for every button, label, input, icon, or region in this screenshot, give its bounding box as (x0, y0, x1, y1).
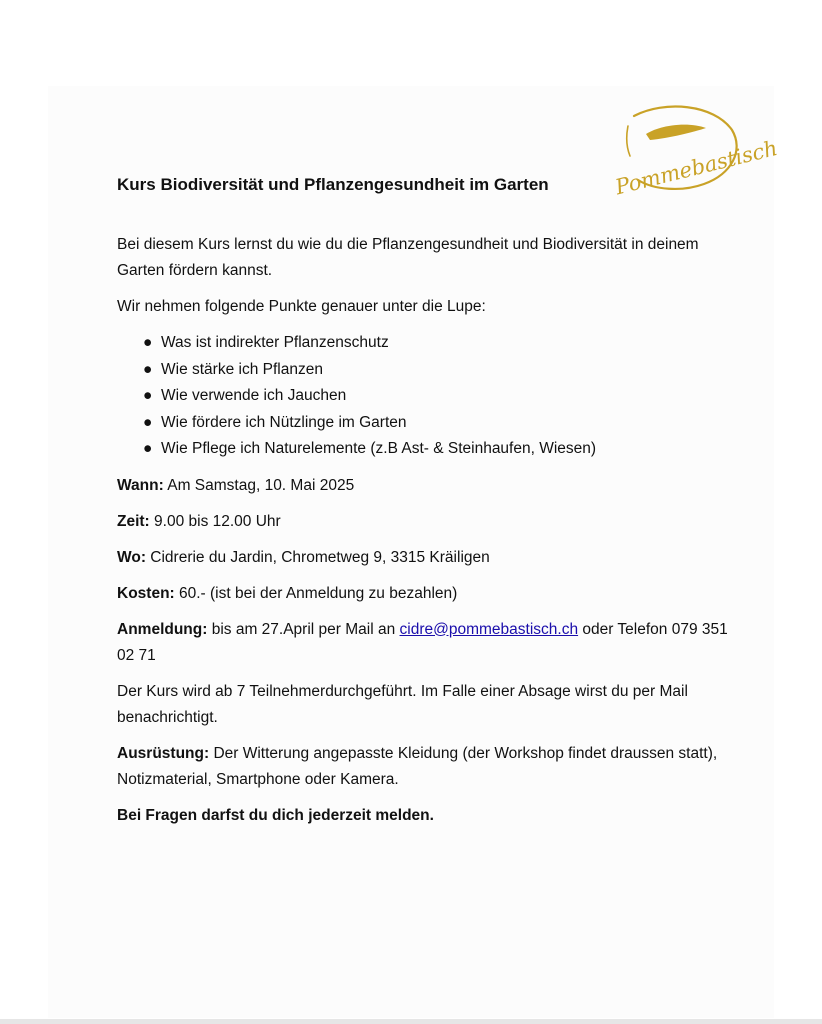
list-item-text: Wie fördere ich Nützlinge im Garten (161, 413, 407, 431)
logo-wordmark: Pommebastisch (612, 135, 780, 200)
list-item (143, 357, 737, 384)
bullet-icon: ● (143, 387, 153, 404)
registration-text: bis am 27.April per Mail an (207, 620, 400, 638)
location-value: Cidrerie du Jardin, Chrometweg 9, 3315 Kräiligen (145, 548, 490, 566)
location-label: Wo: (117, 548, 146, 566)
cost-value: 60.- (ist bei der Anmeldung zu bezahlen) (174, 584, 458, 602)
bullet-icon: ● (143, 440, 153, 457)
page-bottom-edge (0, 1019, 822, 1024)
list-item (143, 436, 737, 463)
page-title: Kurs Biodiversität und Pflanzengesundheit im Garten (117, 175, 549, 194)
time-label: Zeit: (117, 512, 150, 530)
when-line (117, 473, 737, 499)
bullet-icon: ● (143, 413, 153, 431)
document-content (117, 172, 737, 829)
list-item-text: Wie stärke ich Pflanzen (161, 360, 323, 378)
bullet-icon: ● (143, 334, 153, 351)
intro-text: Bei diesem Kurs lernst du wie du die Pflanzengesundheit und Biodiversität in deinem Garten fördern kannst. (117, 236, 699, 279)
cost-label: Kosten: (117, 584, 175, 602)
list-item-text: Wie Pflege ich Naturelemente (z.B Ast- & Steinhaufen, Wiesen) (161, 440, 597, 457)
bullet-icon: ● (143, 360, 153, 378)
registration-phone: oder Telefon 079 351 02 71 (117, 620, 728, 664)
registration-line (117, 617, 737, 669)
equipment-label: Ausrüstung: (117, 744, 210, 762)
closing-text: Bei Fragen darfst du dich jederzeit melden. (117, 806, 434, 824)
registration-label: Anmeldung: (117, 620, 208, 638)
list-item-text: Was ist indirekter Pflanzenschutz (161, 334, 389, 351)
list-item (143, 330, 737, 357)
when-label: Wann: (117, 476, 164, 494)
email-link[interactable]: cidre@pommebastisch.ch (399, 620, 579, 638)
list-item (143, 410, 737, 437)
minimum-participants-note: Der Kurs wird ab 7 Teilnehmerdurchgeführt. Im Falle einer Absage wirst du per Mail benachrichtigt. (117, 682, 688, 726)
time-value: 9.00 bis 12.00 Uhr (149, 512, 281, 530)
list-item (143, 383, 737, 410)
equipment-value: Der Witterung angepasste Kleidung (der Workshop findet draussen statt), Notizmaterial, Smartphone oder Kamera. (117, 744, 718, 788)
location-line (117, 545, 737, 571)
topic-list (117, 330, 737, 463)
equipment-line (117, 741, 737, 793)
when-value: Am Samstag, 10. Mai 2025 (163, 476, 355, 494)
cost-line (117, 581, 737, 607)
time-line (117, 509, 737, 535)
list-item-text: Wie verwende ich Jauchen (161, 387, 347, 404)
points-intro: Wir nehmen folgende Punkte genauer unter die Lupe: (117, 298, 486, 315)
